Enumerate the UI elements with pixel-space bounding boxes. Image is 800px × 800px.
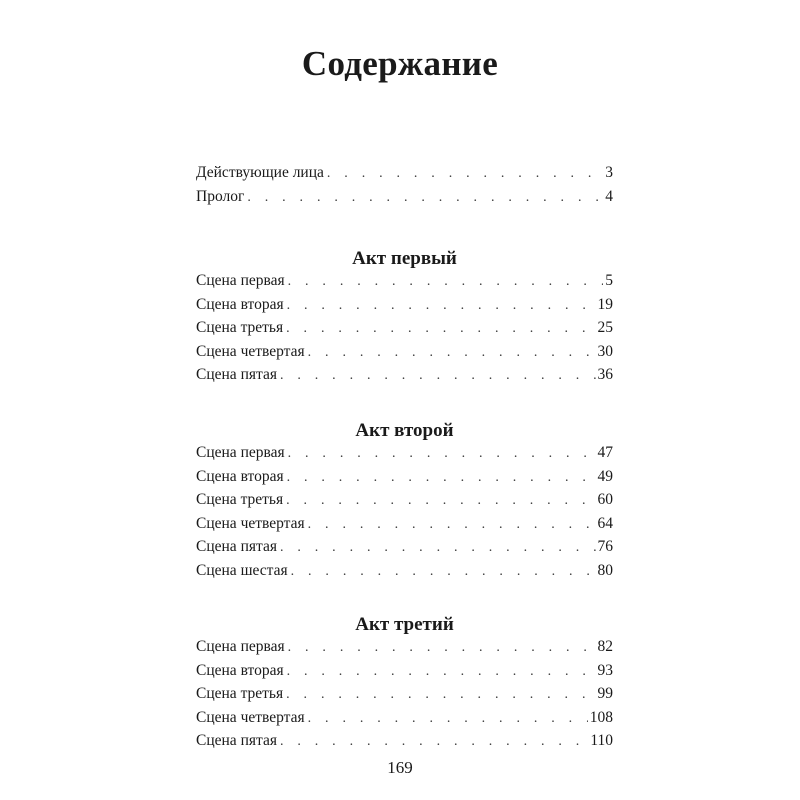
- toc-entry: [196, 538, 613, 562]
- toc-leader-dots: [280, 368, 596, 384]
- toc-entry-label: Сцена вторая: [196, 467, 284, 485]
- toc-entry-label: Сцена пятая: [196, 732, 277, 749]
- toc-entry: [196, 272, 613, 296]
- toc-entry: [196, 732, 613, 756]
- toc-entry-page: 25: [597, 319, 613, 336]
- toc-entry-label: Сцена третья: [196, 491, 284, 508]
- toc-leader-dots: [287, 298, 596, 314]
- toc-entry-label: Сцена третья: [196, 319, 284, 336]
- toc-entry: [196, 188, 613, 212]
- toc-leader-dots: [280, 540, 596, 556]
- toc-entry: [196, 366, 613, 390]
- act-heading: Акт первый: [352, 248, 457, 269]
- toc-entry: [196, 491, 613, 515]
- toc-act-section: [196, 612, 613, 756]
- toc-entry: [196, 685, 613, 709]
- toc-entry: [196, 515, 613, 539]
- toc-entry-page: 76: [597, 538, 613, 555]
- toc-entry-label: Сцена первая: [196, 638, 285, 655]
- toc-entry-page: 82: [597, 638, 613, 655]
- toc-entry-page: 49: [597, 467, 613, 485]
- toc-entry-page: 30: [597, 342, 613, 360]
- toc-leader-dots: [288, 640, 596, 656]
- toc-entry-label: Сцена первая: [196, 444, 285, 461]
- toc-entry: [196, 638, 613, 662]
- toc-entry: [196, 662, 613, 686]
- toc-entry-page: 60: [597, 491, 613, 508]
- toc-leader-dots: [286, 321, 595, 337]
- page-title: Содержание: [301, 44, 499, 83]
- toc-entry-page: 80: [597, 561, 613, 579]
- toc-entry-label: Сцена четвертая: [196, 342, 305, 360]
- toc-entry-page: 93: [597, 661, 613, 679]
- toc-act-section: [196, 246, 613, 390]
- page-number: 169: [387, 758, 413, 777]
- toc-leader-dots: [327, 166, 603, 182]
- toc-entry-label: Действующие лица: [196, 164, 324, 181]
- toc-entry-page: 5: [605, 272, 613, 289]
- toc-entry-page: 4: [605, 187, 613, 205]
- toc-entry-page: 47: [597, 444, 613, 461]
- toc-leader-dots: [308, 345, 596, 361]
- toc-leader-dots: [286, 493, 595, 509]
- toc-leader-dots: [308, 711, 588, 727]
- toc-entry-label: Сцена шестая: [196, 561, 288, 579]
- toc-entry-page: 64: [597, 514, 613, 532]
- toc-entry-label: Сцена четвертая: [196, 514, 305, 532]
- act-heading: Акт второй: [355, 420, 454, 441]
- toc-leader-dots: [308, 517, 596, 533]
- toc-entry: [196, 319, 613, 343]
- toc-entry: [196, 562, 613, 586]
- toc-entry: [196, 709, 613, 733]
- toc-leader-dots: [280, 734, 588, 750]
- toc-entry: [196, 296, 613, 320]
- toc-entry: [196, 444, 613, 468]
- toc-leader-dots: [291, 564, 596, 580]
- toc-entry-page: 36: [597, 366, 613, 383]
- toc-entry-label: Сцена вторая: [196, 661, 284, 679]
- act-heading: Акт третий: [355, 614, 454, 635]
- toc-entry-label: Сцена вторая: [196, 295, 284, 313]
- toc-entry-label: Сцена четвертая: [196, 708, 305, 726]
- toc-leader-dots: [287, 470, 596, 486]
- toc-leader-dots: [286, 687, 595, 703]
- toc-intro: [196, 164, 613, 211]
- toc-entry-label: Сцена пятая: [196, 538, 277, 555]
- toc-leader-dots: [287, 664, 596, 680]
- toc-entry-page: 3: [605, 164, 613, 181]
- toc-act-section: [196, 418, 613, 585]
- toc-entry-page: 108: [589, 708, 613, 726]
- toc-entry-label: Сцена пятая: [196, 366, 277, 383]
- toc-entry-page: 110: [590, 732, 613, 749]
- toc-entry-label: Пролог: [196, 187, 245, 205]
- toc-entry: [196, 343, 613, 367]
- toc-entry-label: Сцена третья: [196, 685, 284, 702]
- toc-entry-page: 99: [597, 685, 613, 702]
- toc-entry: [196, 164, 613, 188]
- toc-entry-page: 19: [597, 295, 613, 313]
- toc-leader-dots: [288, 274, 604, 290]
- toc-entry-label: Сцена первая: [196, 272, 285, 289]
- toc-leader-dots: [247, 190, 603, 206]
- toc-entry: [196, 468, 613, 492]
- toc-leader-dots: [288, 446, 596, 462]
